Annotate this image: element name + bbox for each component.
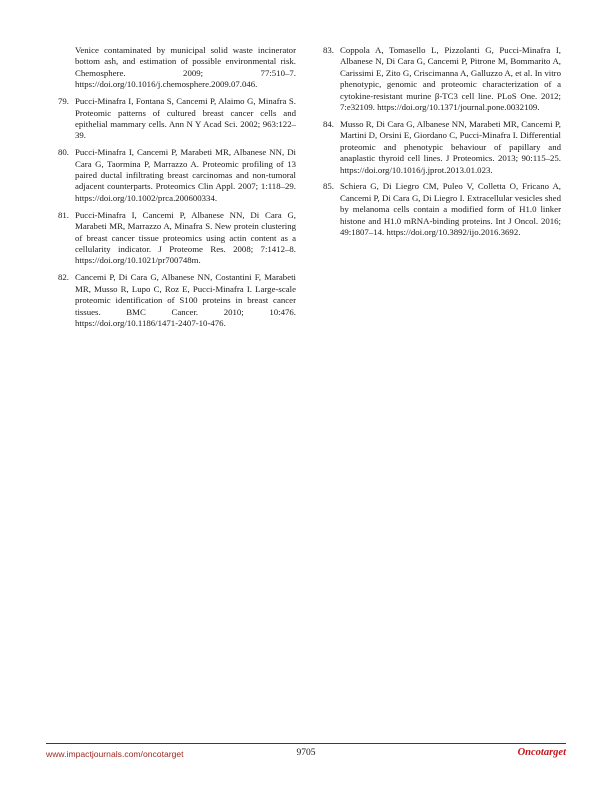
reference-text: Venice contaminated by municipal solid waste incinerator bottom ash, and estimation of possible environmental risk. Chemosphere. 2009; 77:510–7. https://doi.org/10.1016/j.chemosphere.2009.07.046. [75,45,296,90]
reference-text: Pucci-Minafra I, Cancemi P, Marabeti MR, Albanese NN, Di Cara G, Taormina P, Marrazzo A. Proteomic profiling of 13 paired ductal infiltrating breast carcinomas and non-tumoral adjacent counterparts. Proteomics Clin Appl. 2007; 1:118–29. https://doi.org/10.1002/prca.200600334. [75,147,296,203]
reference-number: 79. [58,96,69,107]
reference-number: 84. [323,118,334,129]
reference-item [323,119,561,176]
reference-number: 85. [323,181,334,192]
footer-divider [46,743,566,744]
reference-number [58,45,75,91]
reference-item [323,45,561,113]
reference-item [58,45,296,91]
journal-name: Oncotarget [517,747,566,758]
journal-url[interactable]: www.impactjournals.com/oncotarget [46,749,184,759]
reference-item [323,181,561,238]
reference-text: Cancemi P, Di Cara G, Albanese NN, Costantini F, Marabeti MR, Musso R, Lupo C, Roz E, Pucci-Minafra I. Large-scale proteomic identification of S100 proteins in breast cancer tissues. BMC Cancer. 2010; 10:476. https://doi.org/10.1186/1471-2407-10-476. [75,272,296,328]
reference-number: 80. [58,147,69,158]
reference-text: Pucci-Minafra I, Cancemi P, Albanese NN, Di Cara G, Marabeti MR, Marrazzo A, Minafra S. New protein clustering of breast cancer tissue proteomics using actin content as a cellularity indicator. J Proteome Res. 2008; 7:1412–8. https://doi.org/10.1021/pr700748m. [75,209,296,266]
page-footer [46,747,566,763]
reference-number: 82. [58,272,69,283]
reference-column-right [323,45,561,335]
reference-number: 83. [323,45,334,55]
reference-item [58,272,296,329]
reference-text: Schiera G, Di Liegro CM, Puleo V, Colletta O, Fricano A, Cancemi P, Di Cara G, Di Liegro I. Extracellular vesicles shed by melanoma cells contain a modified form of H1.0 linker histone and H1.0 mRNA-binding proteins. Int J Oncol. 2016; 49:1807–14. https://doi.org/10.3892/ijo.2016.3692. [340,181,561,238]
page-number: 9705 [296,748,316,758]
reference-item [58,147,296,204]
reference-item [58,210,296,267]
reference-column-left [58,45,296,335]
reference-item [58,96,296,142]
reference-text: Pucci-Minafra I, Fontana S, Cancemi P, Alaimo G, Minafra S. Proteomic patterns of cultured breast cancer cells and epithelial mammary cells. Ann N Y Acad Sci. 2002; 963:122–39. [75,96,296,141]
reference-number: 81. [58,209,69,220]
references-section [58,45,561,335]
reference-text: Musso R, Di Cara G, Albanese NN, Marabeti MR, Cancemi P, Martini D, Orsini E, Giordano C, Pucci-Minafra I. Differential proteomic and phenotypic behaviour of papillary and anaplastic thyroid cell lines. J Proteomics. 2013; 90:115–25. https://doi.org/10.1016/j.jprot.2013.01.023. [340,118,561,175]
reference-text: Coppola A, Tomasello L, Pizzolanti G, Pucci-Minafra I, Albanese N, Di Cara G, Cancemi P, Pitrone M, Bommarito A, Carissimi E, Zito G, Criscimanna A, Galluzzo A, et al. In vitro phenotypic, genomic and proteomic characterization of a cytokine-resistant murine β-TC3 cell line. PLoS One. 2012; 7:e32109. https://doi.org/10.1371/journal.pone.0032109. [340,45,561,113]
